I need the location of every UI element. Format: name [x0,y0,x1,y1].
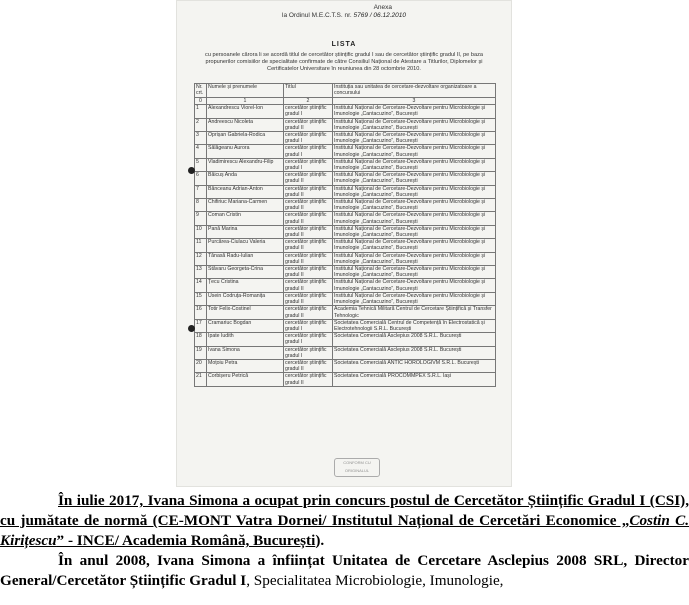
institution: Institutul Național de Cercetare-Dezvoltare pentru Microbiologie și Imunologie „Cantacuzino”, București [333,172,496,185]
scanned-document [176,0,512,487]
p2-main: În anul 2008, Ivana Simona a înființat Unitatea de Cercetare Asclepius 2008 SRL, Director General/Cercetător Științific Gradul I [0,552,689,589]
academic-title: cercetător științific gradul II [284,239,333,252]
institution: Institutul Național de Cercetare-Dezvoltare pentru Microbiologie și Imunologie „Cantacuzino”, București [333,185,496,198]
row-number: 10 [195,225,207,238]
header-institution: Instituția sau unitatea de cercetare-dezvoltare organizatoare a concursului [333,84,496,98]
person-name: Ipate Iudith [207,333,284,346]
table-header-row [195,84,496,98]
table-row [195,132,496,145]
row-number: 7 [195,185,207,198]
row-number: 6 [195,172,207,185]
header-name: Numele și prenumele [207,84,284,98]
person-name: Moțoiu Petra [207,359,284,372]
annex-header [176,4,512,20]
certified-stamp: CONFORM CU ORIGINALUL [334,458,380,477]
academic-title: cercetător științific gradul II [284,118,333,131]
table-row [195,145,496,158]
academic-title: cercetător științific gradul I [284,105,333,118]
institution: Societatea Comercială ANTIC HOROLOGIVM S.R.L. București [333,359,496,372]
table-row [195,266,496,279]
institution: Societatea Comercială PROCOMMPEX S.R.L. Iași [333,373,496,386]
institution: Institutul Național de Cercetare-Dezvoltare pentru Microbiologie și Imunologie „Cantacuzino”, București [333,292,496,305]
institution: Institutul Național de Cercetare-Dezvoltare pentru Microbiologie și Imunologie „Cantacuzino”, București [333,105,496,118]
order-line: la Ordinul M.E.C.T.S. nr. [282,12,352,19]
academic-title: cercetător științific gradul II [284,279,333,292]
index-2: 2 [284,98,333,105]
person-name: Bănceanu Adrian-Anton [207,185,284,198]
person-name: Cramariuc Bogdan [207,319,284,332]
institution: Institutul Național de Cercetare-Dezvoltare pentru Microbiologie și Imunologie „Cantacuzino”, București [333,199,496,212]
index-3: 3 [333,98,496,105]
row-number: 19 [195,346,207,359]
table-body [195,105,496,387]
paragraph-2017 [0,491,689,551]
person-name: Pană Marina [207,225,284,238]
academic-title: cercetător științific gradul II [284,373,333,386]
header-nr: Nr. crt. [195,84,207,98]
table-row [195,306,496,319]
institution: Institutul Național de Cercetare-Dezvoltare pentru Microbiologie și Imunologie „Cantacuzino”, București [333,252,496,265]
institution: Institutul Național de Cercetare-Dezvoltare pentru Microbiologie și Imunologie „Cantacuzino”, București [333,212,496,225]
person-name: Sălăgeanu Aurora [207,145,284,158]
table-row [195,239,496,252]
p1-institution: ” - INCE/ Academia Română, București [56,532,316,549]
institution: Societatea Comercială Centrul de Competență în Electrostatică și Electrotehnologii S.R.L. București [333,319,496,332]
table-row [195,172,496,185]
institution: Institutul Național de Cercetare-Dezvoltare pentru Microbiologie și Imunologie „Cantacuzino”, București [333,118,496,131]
row-number: 4 [195,145,207,158]
academic-title: cercetător științific gradul II [284,252,333,265]
academic-title: cercetător științific gradul II [284,185,333,198]
academic-title: cercetător științific gradul I [284,346,333,359]
row-number: 17 [195,319,207,332]
institution: Institutul Național de Cercetare-Dezvoltare pentru Microbiologie și Imunologie „Cantacuzino”, București [333,239,496,252]
row-number: 13 [195,266,207,279]
academic-title: cercetător științific gradul II [284,306,333,319]
table-row [195,346,496,359]
person-name: Oprișan Gabriela-Rodica [207,132,284,145]
p1-main: În iulie 2017, Ivana Simona a ocupat prin concurs postul de Cercetător Științific Gradul I (CSI), cu jumătate de normă (CE-MONT Vatra Dornei/ Institutul Național de Cercetări Economice „ [0,492,689,529]
row-number: 3 [195,132,207,145]
academic-title: cercetător științific gradul II [284,212,333,225]
institution: Institutul Național de Cercetare-Dezvoltare pentru Microbiologie și Imunologie „Cantacuzino”, București [333,132,496,145]
index-1: 1 [207,98,284,105]
register-table [194,83,496,387]
person-name: Alexandrescu Viorel-Ion [207,105,284,118]
person-name: Totir Felix-Costinel [207,306,284,319]
person-name: Stăvaru Georgeta-Crina [207,266,284,279]
p2-rest: , Specialitatea Microbiologie, Imunologie, [246,572,504,589]
row-number: 15 [195,292,207,305]
table-row [195,212,496,225]
row-number: 21 [195,373,207,386]
row-number: 18 [195,333,207,346]
academic-title: cercetător științific gradul I [284,132,333,145]
row-number: 16 [195,306,207,319]
academic-title: cercetător științific gradul II [284,292,333,305]
person-name: Tănasă Radu-Iulian [207,252,284,265]
list-intro: cu persoanele cărora li se acordă titlul de cercetător științific gradul I sau de cercetător științific gradul II, pe baza propunerilor comisiilor de specialitate confirmate de către Consiliul Național de Atestare a Titlurilor, Diplomelor și Certificatelor Universitare în reuniunea din 28 octombrie 2010. [205,52,483,72]
row-number: 11 [195,239,207,252]
column-index-row [195,98,496,105]
row-number: 8 [195,199,207,212]
institution: Academia Tehnică Militară Centrul de Cercetare Științifică și Transfer Tehnologic [333,306,496,319]
order-number: 5769 / 06.12.2010 [353,12,406,19]
institution: Societatea Comercială Asclepius 2008 S.R.L. București [333,346,496,359]
table-row [195,252,496,265]
p1-italic-name: Costin C. Kirițescu [0,512,689,549]
paragraph-2008 [0,551,689,591]
institution: Institutul Național de Cercetare-Dezvoltare pentru Microbiologie și Imunologie „Cantacuzino”, București [333,158,496,171]
institution: Institutul Național de Cercetare-Dezvoltare pentru Microbiologie și Imunologie „Cantacuzino”, București [333,279,496,292]
table-row [195,199,496,212]
margin-dot [188,325,195,332]
institution: Institutul Național de Cercetare-Dezvoltare pentru Microbiologie și Imunologie „Cantacuzino”, București [333,266,496,279]
person-name: Purcărea-Ciulacu Valeria [207,239,284,252]
row-number: 1 [195,105,207,118]
person-name: Ivana Simona [207,346,284,359]
row-number: 20 [195,359,207,372]
person-name: Băicuș Anda [207,172,284,185]
person-name: Coman Cristin [207,212,284,225]
row-number: 12 [195,252,207,265]
p1-end: ). [315,532,325,549]
academic-title: cercetător științific gradul II [284,266,333,279]
table-row [195,158,496,171]
academic-title: cercetător științific gradul II [284,199,333,212]
row-number: 9 [195,212,207,225]
table-row [195,105,496,118]
person-name: Vladimirescu Alexandru-Filip [207,158,284,171]
table-row [195,333,496,346]
institution: Institutul Național de Cercetare-Dezvoltare pentru Microbiologie și Imunologie „Cantacuzino”, București [333,145,496,158]
table-row [195,373,496,386]
academic-title: cercetător științific gradul II [284,225,333,238]
institution: Societatea Comercială Asclepius 2008 S.R.L. București [333,333,496,346]
row-number: 5 [195,158,207,171]
institution: Institutul Național de Cercetare-Dezvoltare pentru Microbiologie și Imunologie „Cantacuzino”, București [333,225,496,238]
table-row [195,292,496,305]
row-number: 14 [195,279,207,292]
margin-dot [188,167,195,174]
academic-title: cercetător științific gradul I [284,145,333,158]
person-name: Usein Codruța-Romanița [207,292,284,305]
academic-title: cercetător științific gradul I [284,158,333,171]
list-title: LISTA [331,41,357,48]
table-row [195,279,496,292]
table-row [195,185,496,198]
table-row [195,225,496,238]
academic-title: cercetător științific gradul I [284,319,333,332]
table-row [195,359,496,372]
academic-title: cercetător științific gradul II [284,172,333,185]
person-name: Andreescu Nicoleta [207,118,284,131]
person-name: Chifiriuc Mariana-Carmen [207,199,284,212]
annex-label: Anexa [373,4,392,11]
person-name: Corbișeru Petrică [207,373,284,386]
person-name: Țecu Cristina [207,279,284,292]
table-row [195,319,496,332]
table-row [195,118,496,131]
academic-title: cercetător științific gradul II [284,359,333,372]
row-number: 2 [195,118,207,131]
index-0: 0 [195,98,207,105]
academic-title: cercetător științific gradul I [284,333,333,346]
header-title: Titlul [284,84,333,98]
